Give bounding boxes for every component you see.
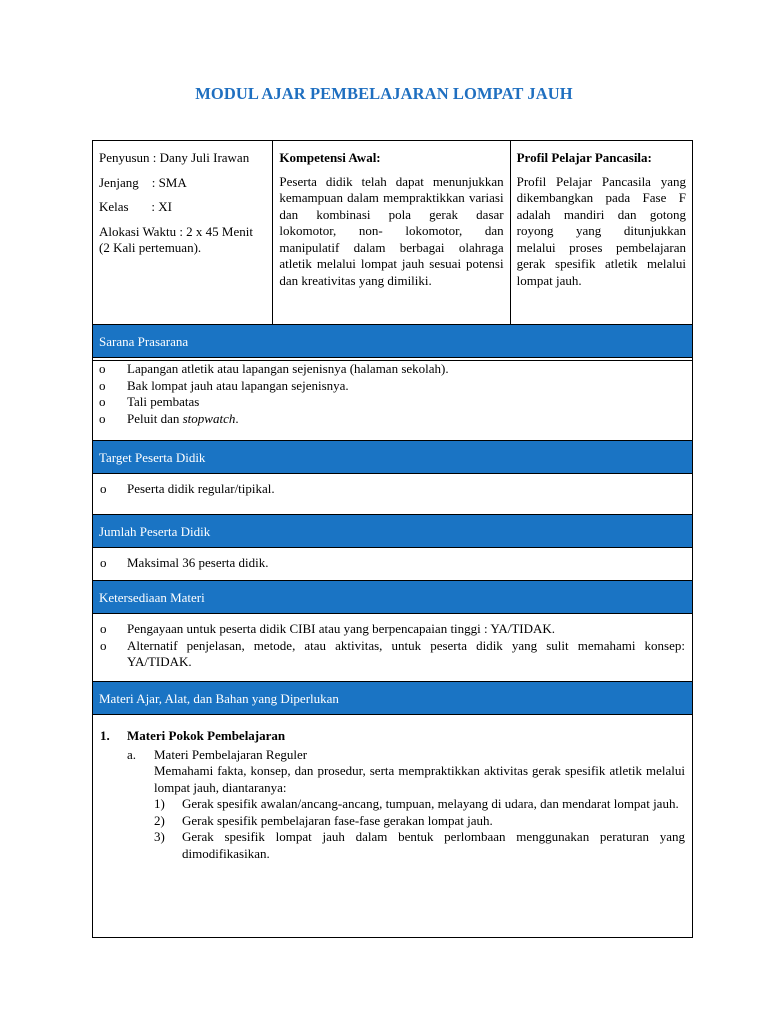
section-header-ketersediaan: Ketersediaan Materi xyxy=(93,581,692,614)
alokasi-text: Alokasi Waktu : 2 x 45 Menit (2 Kali pertemuan). xyxy=(99,223,253,255)
kompetensi-text: Peserta didik telah dapat menunjukkan kemampuan dalam mempraktikkan variasi dan kombinasi pola gerak dasar lokomotor, non- lokomotor, dan manipulatif dalam berbagai olahraga atletik melalui lompat jauh sesuai potensi dan kreativitas yang dimiliki. xyxy=(279,173,504,288)
bullet-icon: o xyxy=(100,621,107,636)
list-item: o Peluit dan stopwatch. xyxy=(99,410,239,426)
document-title: MODUL AJAR PEMBELAJARAN LOMPAT JAUH xyxy=(195,84,573,103)
kelas-text: Kelas : XI xyxy=(99,199,172,214)
jenjang-text: Jenjang : SMA xyxy=(99,174,187,190)
section-header-materi: Materi Ajar, Alat, dan Bahan yang Diperlukan xyxy=(93,682,692,715)
list-item: o Peserta didik regular/tipikal. xyxy=(100,481,275,496)
materi-box xyxy=(93,715,692,937)
list-item: o Pengayaan untuk peserta didik CIBI atau yang berpencapaian tinggi : YA/TIDAK. xyxy=(100,621,556,636)
bullet-icon: o xyxy=(99,410,106,426)
profil-cell xyxy=(511,141,692,324)
materi-pokok-number: 1. xyxy=(100,728,110,743)
list-item: o Tali pembatas xyxy=(99,394,200,409)
kompetensi-heading: Kompetensi Awal: xyxy=(279,150,381,165)
sarana-list xyxy=(93,360,693,441)
materi-reguler-desc: Memahami fakta, konsep, dan prosedur, serta mempraktikkan aktivitas gerak spesifik atletik melalui lompat jauh, diantaranya: xyxy=(154,763,685,795)
section-header-sarana: Sarana Prasarana xyxy=(93,325,692,358)
list-item: o Alternatif penjelasan, metode, atau aktivitas, untuk peserta didik yang sulit memahami konsep: YA/TIDAK. xyxy=(100,637,685,669)
bullet-icon: o xyxy=(100,481,107,496)
materi-reguler-title: a. Materi Pembelajaran Reguler xyxy=(127,746,308,762)
bullet-icon: o xyxy=(99,377,106,393)
penyusun-text: Penyusun : Dany Juli Irawan xyxy=(99,150,250,165)
section-header-jumlah: Jumlah Peserta Didik xyxy=(93,515,692,548)
bullet-icon: o xyxy=(100,555,107,570)
info-row xyxy=(93,141,692,325)
jumlah-box xyxy=(93,548,692,581)
target-box xyxy=(93,474,692,515)
ketersediaan-box xyxy=(93,614,692,682)
kompetensi-cell xyxy=(273,141,510,324)
list-item: o Maksimal 36 peserta didik. xyxy=(100,555,269,570)
list-item: o Bak lompat jauh atau lapangan sejenisnya. xyxy=(99,377,349,393)
profil-heading: Profil Pelajar Pancasila: xyxy=(516,150,652,165)
sarana-box xyxy=(93,358,692,441)
bullet-icon: o xyxy=(100,637,107,653)
section-header-target: Target Peserta Didik xyxy=(93,441,692,474)
list-item: 1) Gerak spesifik awalan/ancang-ancang, tumpuan, melayang di udara, dan mendarat lompat jauh. xyxy=(154,796,679,811)
list-item: o Lapangan atletik atau lapangan sejenisnya (halaman sekolah). xyxy=(99,361,449,376)
profil-text: Profil Pelajar Pancasila yang dikembangkan pada Fase F adalah mandiri dan gotong royong yang ditunjukkan melalui proses pembelajaran gerak spesifik atletik melalui lompat jauh. xyxy=(516,173,686,288)
bullet-icon: o xyxy=(99,361,106,376)
bullet-icon: o xyxy=(99,394,106,409)
identity-cell xyxy=(93,141,273,324)
list-item: 3) Gerak spesifik lompat jauh dalam bentuk perlombaan menggunakan peraturan yang dimodifikasikan. xyxy=(154,829,685,861)
materi-pokok-heading: 1. Materi Pokok Pembelajaran xyxy=(100,728,286,743)
module-table xyxy=(92,140,693,938)
sub-number: a. xyxy=(127,746,137,762)
list-item: 2) Gerak spesifik pembelajaran fase-fase gerakan lompat jauh. xyxy=(154,812,493,828)
